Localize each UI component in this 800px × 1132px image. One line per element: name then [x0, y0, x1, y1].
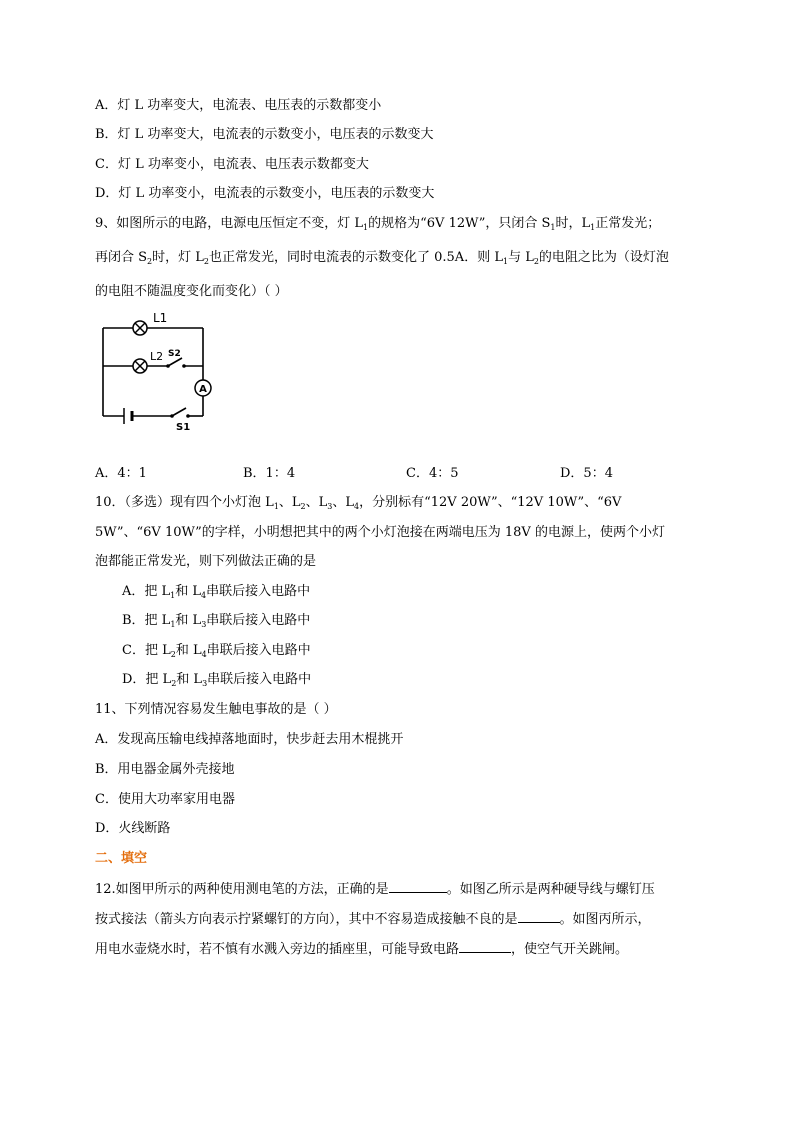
ammeter-icon: [195, 380, 211, 396]
q9-option-d: D．5：4: [560, 466, 613, 481]
circuit-diagram: [96, 310, 221, 440]
q9-stem-line2: 再闭合 $S_2$时，灯 $L_2$也正常发光，同时电流表的示数变化了 0.5A．则 $L_1$与 $L_2$的电阻之比为（设灯泡: [95, 250, 669, 266]
label-s1: S1: [176, 422, 191, 433]
q12-line1: 12.如图甲所示的两种使用测电笔的方法，正确的是 。如图乙所示是两种硬导线与螺钉压: [95, 882, 655, 897]
q11-option-b: B．用电器金属外壳接地: [95, 762, 235, 777]
q12-blank-1[interactable]: [389, 880, 447, 893]
q10-stem-line2: 5W”、“6V 10W”的字样，小明想把其中的两个小灯泡接在两端电压为 18V 的电源上，使两个小灯: [95, 525, 665, 540]
q9-option-a: A．4：1: [95, 466, 147, 481]
q12-blank-3[interactable]: [459, 940, 511, 953]
q10-option-a: A．把 $L_1$和 $L_4$串联后接入电路中: [122, 584, 311, 600]
q9-stem-line3: 的电阻不随温度变化而变化）（ ）: [95, 284, 288, 299]
q10-option-b: B．把 $L_1$和 $L_3$串联后接入电路中: [122, 613, 311, 629]
q8-option-d: D．灯 L 功率变小，电流表的示数变小，电压表的示数变大: [95, 186, 435, 201]
q11-stem: 11、下列情况容易发生触电事故的是（ ）: [95, 702, 337, 717]
q10-option-d: D．把 $L_2$和 $L_3$串联后接入电路中: [122, 672, 312, 688]
ammeter-label: A: [199, 384, 207, 395]
q9-stem-line1: 9、如图所示的电路，电源电压恒定不变，灯 $L_1$的规格为“6V 12W”，只闭合 $S_1$时，$L_1$正常发光；: [95, 216, 661, 232]
q9-option-c: C．4：5: [406, 466, 459, 481]
q11-option-c: C．使用大功率家用电器: [95, 792, 235, 807]
q12-blank-2[interactable]: [518, 910, 560, 923]
q9-option-b: B．1：4: [243, 466, 296, 481]
label-s2: S2: [168, 349, 181, 359]
lamp-l1-icon: [133, 321, 147, 335]
q11-option-d: D．火线断路: [95, 821, 171, 836]
section-heading-fill-in: 二、填空: [95, 851, 148, 866]
q10-option-c: C．把 $L_2$和 $L_4$串联后接入电路中: [122, 643, 311, 659]
q12-line3: 用电水壶烧水时，若不慎有水溅入旁边的插座里，可能导致电路 ，使空气开关跳闸。: [95, 942, 629, 957]
label-l2: L2: [150, 350, 164, 363]
battery-icon: [124, 408, 132, 424]
q10-stem-line3: 泡都能正常发光，则下列做法正确的是: [95, 554, 317, 569]
q8-option-b: B．灯 L 功率变大，电流表的示数变小，电压表的示数变大: [95, 127, 434, 142]
q11-option-a: A．发现高压输电线掉落地面时，快步赶去用木棍挑开: [95, 732, 404, 747]
q12-line2: 按式接法（箭头方向表示拧紧螺钉的方向），其中不容易造成接触不良的是 。如图丙所示，: [95, 912, 651, 927]
label-l1: L1: [153, 311, 168, 325]
q8-option-c: C．灯 L 功率变小，电流表、电压表示数都变大: [95, 157, 369, 172]
lamp-l2-icon: [133, 359, 147, 373]
q10-stem-line1: 10．（多选）现有四个小灯泡 $L_1$、$L_2$、$L_3$、$L_4$，分别标有“12V 20W”、“12V 10W”、“6V: [95, 495, 622, 511]
q8-option-a: A．灯 L 功率变大，电流表、电压表的示数都变小: [95, 98, 382, 113]
